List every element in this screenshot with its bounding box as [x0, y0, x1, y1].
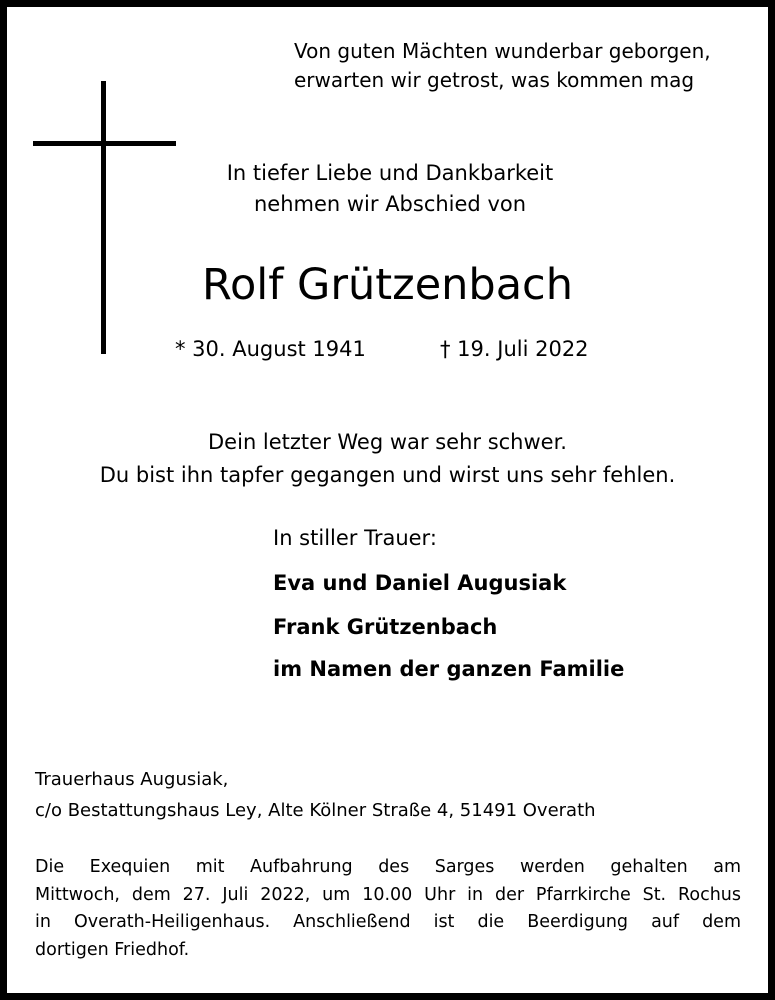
intro-line-2: nehmen wir Abschied von [253, 192, 527, 216]
death-date: † 19. Juli 2022 [440, 337, 589, 361]
birth-date: * 30. August 1941 [175, 337, 366, 361]
cross-vertical-bar [101, 81, 106, 354]
cross-horizontal-bar [33, 141, 176, 146]
motto-quote [294, 37, 711, 95]
motto-line-2: erwarten wir getrost, was kommen mag [294, 68, 695, 92]
funeral-notice [35, 854, 741, 964]
deceased-name: Rolf Grützenbach [202, 260, 573, 310]
mourner-name: Frank Grützenbach [273, 615, 498, 639]
verse-line-2: Du bist ihn tapfer gegangen und wirst uns sehr fehlen. [99, 463, 676, 487]
funeral-notice-line: Die Exequien mit Aufbahrung des Sarges werden gehalten am [35, 857, 741, 877]
motto-line-1: Von guten Mächten wunderbar geborgen, [294, 39, 711, 63]
funeral-notice-line: Mittwoch, dem 27. Juli 2022, um 10.00 Uhr in der Pfarrkirche St. Rochus [35, 884, 741, 905]
funeral-home-address: c/o Bestattungshaus Ley, Alte Kölner Straße 4, 51491 Overath [35, 800, 596, 821]
mourning-label: In stiller Trauer: [273, 526, 437, 550]
funeral-notice-line: dortigen Friedhof. [35, 939, 190, 960]
funeral-notice-line: in Overath-Heiligenhaus. Anschließend ist die Beerdigung auf dem [35, 912, 741, 932]
house-of-mourning: Trauerhaus Augusiak, [35, 769, 229, 790]
verse-line-1: Dein letzter Weg war sehr schwer. [208, 430, 567, 454]
intro-line-1: In tiefer Liebe und Dankbarkeit [226, 161, 554, 185]
mourner-name: Eva und Daniel Augusiak [273, 571, 567, 595]
mourner-family: im Namen der ganzen Familie [273, 657, 625, 681]
